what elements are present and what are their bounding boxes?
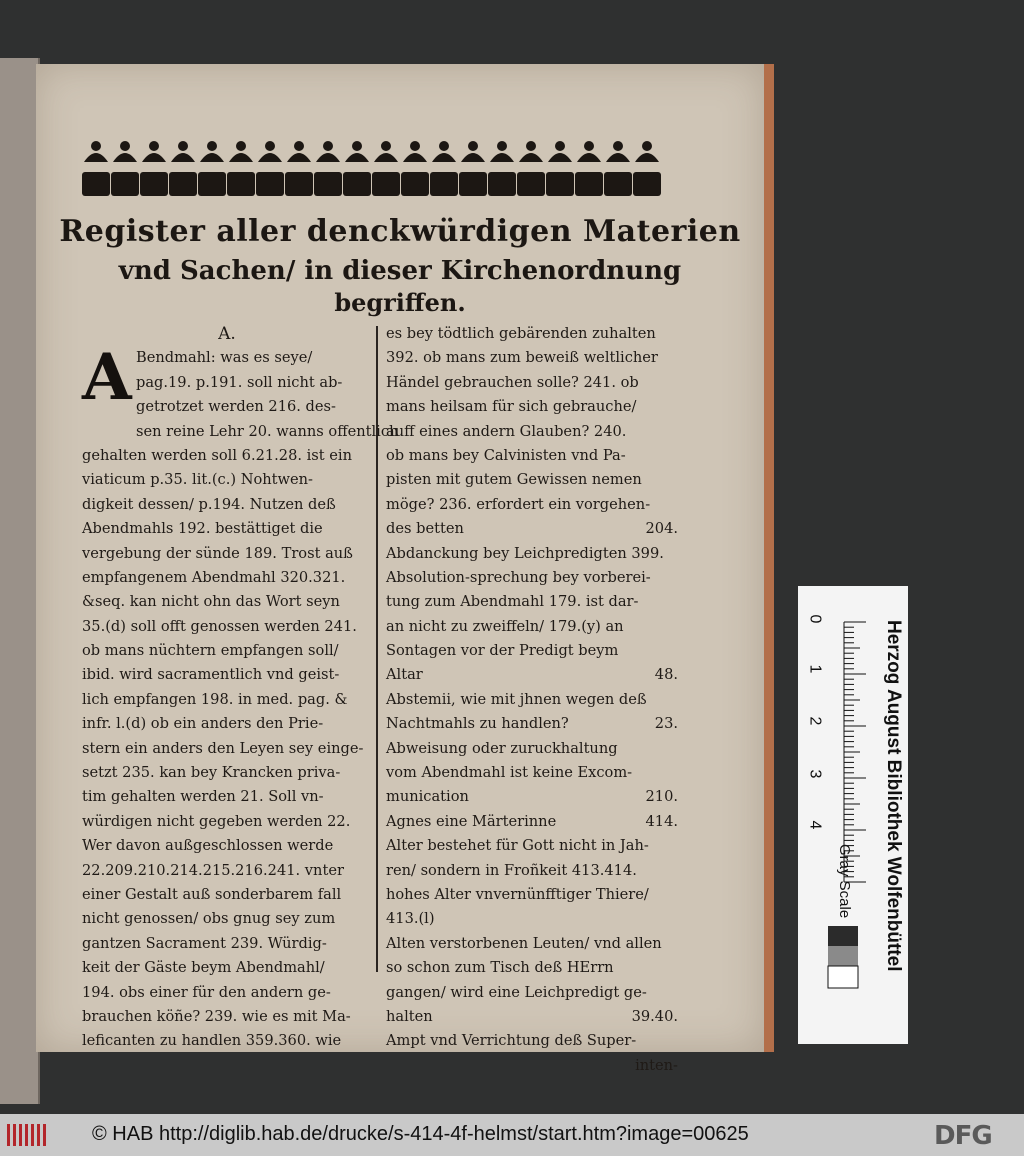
register-line <box>386 834 678 858</box>
gray-patch-mid <box>828 946 858 966</box>
dfg-logo: DFG <box>934 1121 992 1151</box>
section-letter: A. <box>218 324 236 344</box>
register-line: Abendmahls 192. bestättiget die <box>82 520 323 538</box>
register-line: ibid. wird sacramentlich vnd geist- <box>82 666 340 684</box>
ornament-motif <box>575 141 603 196</box>
register-line <box>386 395 678 419</box>
register-line <box>386 1029 678 1053</box>
ruler-number-2: 2 <box>806 716 824 726</box>
register-line <box>386 883 678 907</box>
register-entry-text: munication <box>386 788 469 806</box>
register-line <box>386 468 678 492</box>
register-line <box>386 517 678 541</box>
register-entry-text: tung zum Abendmahl 179. ist dar- <box>386 593 639 611</box>
ornament-motif <box>401 141 429 196</box>
register-entry-text: mans heilsam für sich gebrauche/ <box>386 398 637 416</box>
register-line <box>386 615 678 639</box>
gray-scale-label: Gray Scale <box>836 844 853 919</box>
register-line: würdigen nicht gegeben werden 22. <box>82 812 351 830</box>
register-line <box>386 663 678 687</box>
register-entry-text: Absolution-sprechung bey vorberei- <box>386 568 651 586</box>
register-line <box>386 688 678 712</box>
register-page-number: 39.40. <box>631 1007 678 1025</box>
register-line <box>386 542 678 566</box>
register-line <box>386 1054 678 1078</box>
register-line <box>386 444 678 468</box>
register-line <box>386 761 678 785</box>
register-entry-text: 392. ob mans zum beweiß weltlicher <box>386 349 658 367</box>
register-entry-text: gangen/ wird eine Leichpredigt ge- <box>386 983 647 1001</box>
register-line <box>386 956 678 980</box>
register-line: keit der Gäste beym Abendmahl/ <box>82 959 325 977</box>
document-page <box>36 64 774 1074</box>
register-entry-text: Nachtmahls zu handlen? <box>386 715 569 733</box>
register-line: Wer davon außgeschlossen werde <box>82 837 334 855</box>
ornament-motif <box>227 141 255 196</box>
register-entry-text: Abstemii, wie mit jhnen wegen deß <box>386 690 647 708</box>
ruler-number-1: 1 <box>806 664 824 674</box>
register-entry-text: des betten <box>386 520 464 538</box>
register-line <box>386 346 678 370</box>
ornament-motif <box>82 141 110 196</box>
institution-label <box>882 620 904 1020</box>
page-title-line-2: vnd Sachen/ in dieser Kirchenordnung <box>118 256 682 286</box>
register-entry-text: Sontagen vor der Predigt beym <box>386 642 619 660</box>
register-entry-text: Alten verstorbenen Leuten/ vnd allen <box>386 934 662 952</box>
register-line: ob mans nüchtern empfangen soll/ <box>82 642 339 660</box>
register-line: infr. l.(d) ob ein anders den Prie- <box>82 715 324 733</box>
register-line: lich empfangen 198. in med. pag. & <box>82 690 348 708</box>
footer-bar <box>0 1114 1024 1156</box>
ornament-motif <box>459 141 487 196</box>
register-entry-text: so schon zum Tisch deß HErrn <box>386 959 614 977</box>
copyright-url[interactable]: © HAB http://diglib.hab.de/drucke/s-414-4f-helmst/start.htm?image=00625 <box>92 1123 749 1145</box>
register-page-number: 210. <box>645 788 678 806</box>
ornament-motif <box>140 141 168 196</box>
register-line: empfangenem Abendmahl 320.321. <box>82 568 346 586</box>
register-line: brauchen köñe? 239. wie es mit Ma- <box>82 1007 351 1025</box>
register-line: sen reine Lehr 20. wanns offentlich <box>136 422 399 440</box>
register-entry-text: Abdanckung bey Leichpredigten 399. <box>386 544 664 562</box>
register-line <box>386 420 678 444</box>
ruler-number-0: 0 <box>806 614 824 624</box>
register-page-number: inten- <box>635 1056 678 1074</box>
ornament-motif <box>256 141 284 196</box>
register-entry-text: vom Abendmahl ist keine Excom- <box>386 764 633 782</box>
register-line: gantzen Sacrament 239. Würdig- <box>82 934 327 952</box>
register-line: 194. obs einer für den andern ge- <box>82 983 331 1001</box>
register-line: getrotzet werden 216. des- <box>136 398 336 416</box>
register-line: &seq. kan nicht ohn das Wort seyn <box>82 593 340 611</box>
register-line: gehalten werden soll 6.21.28. ist ein <box>82 446 352 464</box>
register-entry-text: Alter bestehet für Gott nicht in Jah- <box>386 837 649 855</box>
register-entry-text: an nicht zu zweiffeln/ 179.(y) an <box>386 617 624 635</box>
previous-page-edge <box>0 58 40 1104</box>
ornament-motif <box>372 141 400 196</box>
ornament-motif <box>546 141 574 196</box>
ruler-number-3: 3 <box>806 769 824 779</box>
register-entry-text: Altar <box>386 666 423 684</box>
register-line <box>386 712 678 736</box>
ornament-motif <box>198 141 226 196</box>
register-line <box>386 493 678 517</box>
ruler-number-4: 4 <box>806 820 824 830</box>
drop-cap: A <box>82 340 132 415</box>
register-line <box>386 785 678 809</box>
ornament-motif <box>604 141 632 196</box>
ornament-motif <box>633 141 661 196</box>
register-line <box>386 737 678 761</box>
register-page-number: 204. <box>645 520 678 538</box>
ornament-motif <box>285 141 313 196</box>
left-column <box>82 322 399 1054</box>
register-line: einer Gestalt auß sonderbarem fall <box>82 885 342 903</box>
register-line: vergebung der sünde 189. Trost auß <box>82 544 353 562</box>
register-entry-text: halten <box>386 1007 433 1025</box>
register-line: 35.(d) soll offt genossen werden 241. <box>82 617 357 635</box>
register-line <box>386 810 678 834</box>
register-entry-text: Händel gebrauchen solle? 241. ob <box>386 373 639 391</box>
register-line <box>386 981 678 1005</box>
ornament-motif <box>488 141 516 196</box>
register-line <box>386 639 678 663</box>
register-line: pag.19. p.191. soll nicht ab- <box>136 373 343 391</box>
register-entry-text: es bey tödtlich gebärenden zuhalten <box>386 325 656 342</box>
institution-name: Herzog August Bibliothek Wolfenbüttel <box>883 620 904 972</box>
register-line <box>386 859 678 883</box>
register-line <box>386 322 678 346</box>
register-line: stern ein anders den Leyen sey einge- <box>82 739 364 757</box>
gray-patch-dark <box>828 926 858 946</box>
register-entry-text: hohes Alter vnvernünfftiger Thiere/ <box>386 885 649 903</box>
ornament-motif <box>343 141 371 196</box>
ornament-motif <box>314 141 342 196</box>
register-line: Bendmahl: was es seye/ <box>136 349 313 367</box>
register-entry-text: möge? 236. erfordert ein vorgehen- <box>386 495 651 513</box>
register-line: leficanten zu handlen 359.360. wie <box>82 1032 342 1050</box>
register-line: setzt 235. kan bey Krancken priva- <box>82 764 341 782</box>
register-entry-text: ren/ sondern in Froñkeit 413.414. <box>386 861 637 879</box>
ornament-motif <box>430 141 458 196</box>
register-page-number: 23. <box>654 715 678 733</box>
ornament-motif <box>111 141 139 196</box>
register-entry-text: Abweisung oder zuruckhaltung <box>386 739 618 757</box>
register-line <box>386 907 678 931</box>
register-line: nicht genossen/ obs gnug sey zum <box>82 910 336 928</box>
gray-patch-light <box>828 966 858 988</box>
register-line <box>386 566 678 590</box>
register-line: viaticum p.35. lit.(c.) Nohtwen- <box>82 471 313 489</box>
ornament-motif <box>517 141 545 196</box>
decorative-border-ornament <box>82 136 664 200</box>
register-line: tim gehalten werden 21. Soll vn- <box>82 788 324 806</box>
register-entry-text: pisten mit gutem Gewissen nemen <box>386 471 642 489</box>
register-entry-text: Ampt vnd Verrichtung deß Super- <box>386 1032 637 1050</box>
register-page-number: 414. <box>645 812 678 830</box>
register-entry-text: Agnes eine Märterinne <box>386 812 557 830</box>
register-line <box>386 1005 678 1029</box>
register-entry-text: 413.(l) <box>386 910 435 928</box>
ornament-motif <box>169 141 197 196</box>
register-line <box>386 932 678 956</box>
hab-logo-icon <box>6 1120 48 1150</box>
register-entry-text: ob mans bey Calvinisten vnd Pa- <box>386 446 626 464</box>
page-title-line-3: begriffen. <box>334 288 466 317</box>
register-entry-text: auff eines andern Glauben? 240. <box>386 422 627 440</box>
page-title-line-1: Register aller denckwürdigen Materien <box>59 214 741 249</box>
register-page-number: 48. <box>654 666 678 684</box>
register-line: 22.209.210.214.215.216.241. vnter <box>82 861 344 879</box>
right-column <box>386 322 678 1078</box>
register-line <box>386 590 678 614</box>
register-line: digkeit dessen/ p.194. Nutzen deß <box>82 495 336 513</box>
register-line <box>386 371 678 395</box>
